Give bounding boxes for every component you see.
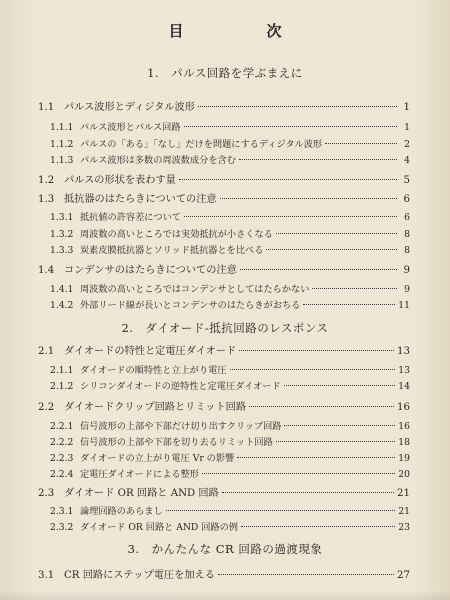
entry-title: コンデンサのはたらきについての注意 (64, 265, 237, 276)
entry-page-number: 8 (404, 229, 410, 240)
toc-chapter-heading (0, 65, 450, 81)
entry-page-number: 16 (398, 421, 410, 432)
entry-number: 2.1.1 (50, 365, 74, 376)
entry-title: 信号波形の上部や下部を切り去るリミット回路 (80, 437, 273, 448)
toc-section-entry (38, 398, 410, 413)
entry-title: 炭素皮膜抵抗器とソリッド抵抗器とを比べる (80, 245, 264, 256)
toc-subsection-entry (50, 136, 410, 150)
entry-page-number: 2 (404, 139, 410, 150)
entry-page-number: 14 (398, 381, 410, 392)
dot-leader (184, 216, 397, 217)
dot-leader (198, 106, 397, 107)
entry-title: パルスの「ある」「なし」だけを問題にするディジタル波形 (80, 139, 323, 150)
dot-leader (284, 425, 395, 426)
dot-leader (237, 457, 395, 458)
entry-page-number: 18 (398, 437, 410, 448)
dot-leader (312, 288, 397, 289)
entry-title: CR 回路にステップ電圧を加える (64, 570, 215, 581)
entry-page-number: 21 (397, 488, 410, 499)
toc-subsection-entry (50, 281, 410, 295)
entry-number: 3.1 (38, 570, 55, 581)
dot-leader (325, 143, 397, 144)
entry-page-number: 5 (403, 175, 410, 186)
dot-leader (276, 233, 397, 234)
toc-section-entry (38, 190, 410, 205)
dot-leader (202, 473, 395, 474)
dot-leader (240, 269, 397, 270)
entry-page-number: 6 (403, 194, 410, 205)
entry-page-number: 16 (397, 402, 410, 413)
entry-number: 2.2.2 (50, 437, 74, 448)
toc-section-entry (38, 171, 410, 186)
chapter-number: 3. (127, 542, 140, 556)
entry-page-number: 13 (398, 365, 410, 376)
dot-leader (303, 304, 395, 305)
entry-number: 1.3.3 (50, 245, 74, 256)
entry-title: パルス波形は多数の周波数成分を含む (80, 155, 236, 166)
toc-subsection-entry (50, 418, 410, 432)
page-title: 目 次 (168, 22, 316, 40)
dot-leader (230, 369, 396, 370)
entry-number: 1.3 (38, 194, 55, 205)
entry-number: 1.4.2 (50, 300, 74, 311)
entry-page-number: 1 (404, 122, 410, 133)
dot-leader (218, 574, 394, 575)
dot-leader (222, 492, 394, 493)
toc-subsection-entry (50, 209, 410, 223)
chapter-title: かんたんな CR 回路の過渡現象 (151, 542, 323, 556)
toc-subsection-entry (50, 434, 410, 448)
dot-leader (284, 385, 396, 386)
entry-page-number: 11 (398, 300, 410, 311)
toc-subsection-entry (50, 378, 410, 392)
entry-page-number: 6 (404, 212, 410, 223)
entry-number: 1.3.2 (50, 229, 74, 240)
entry-title: パルス波形とパルス回路 (80, 122, 181, 133)
entry-title: パルス波形とディジタル波形 (64, 102, 195, 113)
toc-section-entry (38, 342, 410, 357)
chapter-title: パルス回路を学ぶまえに (171, 66, 303, 80)
chapter-title: ダイオード-抵抗回路のレスポンス (145, 321, 329, 335)
entry-title: 定電圧ダイオードによる整形 (80, 469, 199, 480)
entry-number: 1.1.3 (50, 155, 74, 166)
dot-leader (220, 198, 397, 199)
entry-title: 信号波形の上部や下部だけ切り出すクリップ回路 (80, 421, 282, 432)
entry-title: ダイオードの特性と定電圧ダイオード (64, 346, 237, 357)
entry-number: 2.3.1 (50, 506, 74, 517)
entry-number: 1.1.2 (50, 139, 74, 150)
entry-title: 論理回路のあらまし (80, 506, 163, 517)
entry-page-number: 8 (404, 245, 410, 256)
entry-page-number: 20 (398, 469, 410, 480)
entry-title: パルスの形状を表わす量 (64, 175, 176, 186)
entry-page-number: 19 (398, 453, 410, 464)
toc-subsection-entry (50, 362, 410, 376)
toc-section-entry (38, 98, 410, 113)
toc-section-entry (38, 484, 410, 499)
toc-subsection-entry (50, 119, 410, 133)
dot-leader (239, 350, 394, 351)
entry-title: ダイオード OR 回路と AND 回路 (64, 488, 219, 499)
dot-leader (266, 249, 397, 250)
entry-number: 2.2.3 (50, 453, 74, 464)
toc-subsection-entry (50, 519, 410, 533)
entry-page-number: 9 (403, 265, 410, 276)
entry-page-number: 4 (404, 155, 410, 166)
entry-title: シリコンダイオードの逆特性と定電圧ダイオード (80, 381, 281, 392)
entry-number: 2.2.1 (50, 421, 74, 432)
entry-number: 1.1.1 (50, 122, 74, 133)
entry-number: 2.3.2 (50, 522, 74, 533)
entry-number: 1.1 (38, 102, 55, 113)
entry-page-number: 13 (397, 346, 410, 357)
dot-leader (276, 441, 396, 442)
entry-number: 1.3.1 (50, 212, 74, 223)
entry-number: 1.4 (38, 265, 55, 276)
entry-title: 周波数の高いところではコンデンサとしてはたらかない (80, 284, 310, 295)
dot-leader (179, 179, 397, 180)
toc-section-entry (38, 261, 410, 276)
entry-page-number: 1 (403, 102, 410, 113)
toc-subsection-entry (50, 297, 410, 311)
entry-number: 2.1.2 (50, 381, 74, 392)
dot-leader (184, 126, 397, 127)
entry-number: 1.4.1 (50, 284, 74, 295)
toc-chapter-heading (0, 541, 450, 557)
toc-subsection-entry (50, 152, 410, 166)
toc-subsection-entry (50, 450, 410, 464)
entry-title: 外部リード線が長いとコンデンサのはたらきがおちる (80, 300, 301, 311)
entry-number: 1.2 (38, 175, 55, 186)
entry-title: ダイオードの順特性と立上がり電圧 (80, 365, 227, 376)
entry-number: 2.3 (38, 488, 55, 499)
chapter-number: 2. (121, 321, 134, 335)
dot-leader (239, 159, 397, 160)
entry-title: ダイオードの立上がり電圧 Vr の影響 (80, 453, 235, 464)
entry-title: 抵抗値の許容差について (80, 212, 181, 223)
entry-page-number: 9 (404, 284, 410, 295)
entry-title: ダイオードクリップ回路とリミット回路 (64, 402, 247, 413)
entry-page-number: 27 (397, 570, 410, 581)
entry-title: 周波数の高いところでは実効抵抗が小さくなる (80, 229, 273, 240)
toc-subsection-entry (50, 466, 410, 480)
toc-chapter-heading (0, 320, 450, 336)
toc-subsection-entry (50, 242, 410, 256)
entry-number: 2.1 (38, 346, 55, 357)
page-bottom-shadow (0, 590, 450, 600)
entry-page-number: 21 (398, 506, 410, 517)
dot-leader (241, 526, 395, 527)
entry-title: ダイオード OR 回路と AND 回路の例 (80, 522, 238, 533)
toc-subsection-entry (50, 226, 410, 240)
dot-leader (166, 510, 396, 511)
dot-leader (249, 406, 394, 407)
chapter-number: 1. (147, 66, 160, 80)
entry-number: 2.2 (38, 402, 55, 413)
toc-section-entry (38, 566, 410, 581)
entry-number: 2.2.4 (50, 469, 74, 480)
entry-page-number: 23 (398, 522, 410, 533)
toc-subsection-entry (50, 503, 410, 517)
entry-title: 抵抗器のはたらきについての注意 (64, 194, 217, 205)
